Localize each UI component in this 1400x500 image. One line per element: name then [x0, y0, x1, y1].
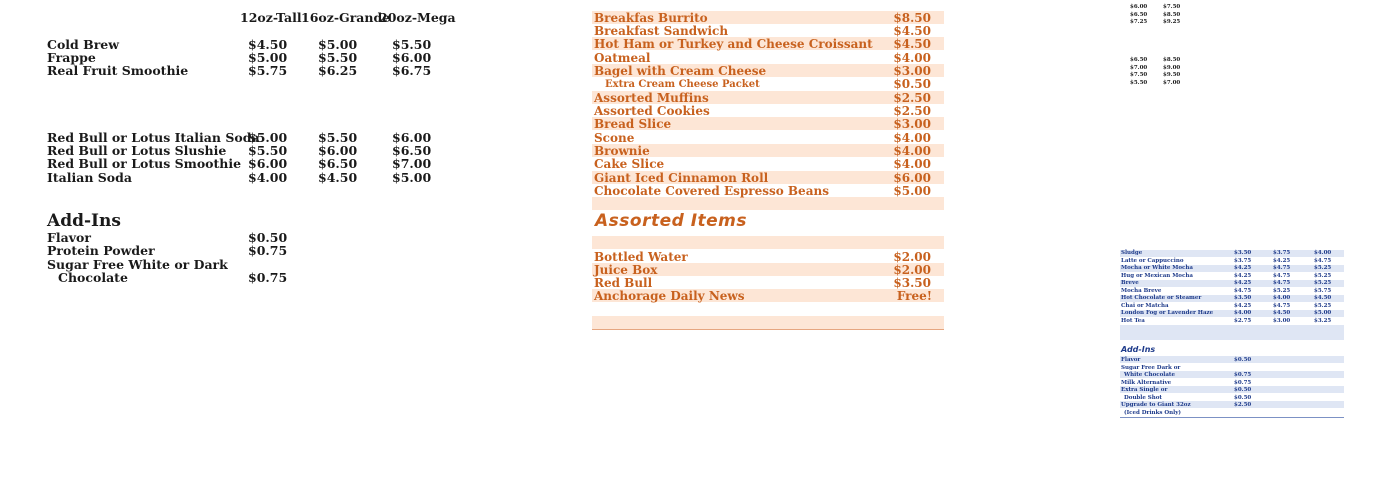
food-item-name: Assorted Muffins [594, 91, 709, 105]
drink-price: $5.25 [1314, 265, 1332, 271]
menu-item-price: $5.50 [392, 37, 432, 52]
addin-name: Flavor [1121, 357, 1141, 363]
addin-price: $0.50 [1234, 387, 1252, 393]
drink-price: $3.50 [1234, 295, 1252, 301]
addin-name: Milk Alternative [1121, 379, 1172, 386]
drink-name: Chai or Matcha [1121, 302, 1169, 309]
menu-item-price: $5.75 [248, 63, 288, 78]
food-item-name: Assorted Cookies [594, 104, 710, 118]
drink-name: Sludge [1121, 250, 1143, 256]
drink-name: London Fog or Lavender Haze [1121, 310, 1214, 316]
menu-item-price: $5.50 [318, 130, 358, 145]
food-item-price: $4.50 [893, 37, 931, 51]
food-item-price: $4.00 [893, 51, 931, 65]
drink-price: $3.75 [1273, 250, 1291, 256]
price-cell: $7.00 [1130, 64, 1148, 71]
food-item-name: Breakfast Sandwich [594, 24, 729, 38]
assorted-item-price: Free! [896, 289, 932, 303]
menu-item-price: $4.50 [318, 170, 358, 185]
addin-name: Chocolate [58, 270, 128, 285]
addin-price: $0.75 [248, 243, 288, 258]
assorted-item-name: Red Bull [594, 276, 653, 290]
food-item-name: Bread Slice [594, 117, 672, 131]
food-item-price: $3.00 [893, 117, 931, 131]
addin-price: $2.50 [1234, 402, 1252, 408]
food-item-price: $4.00 [893, 157, 931, 171]
price-cell: $6.00 [1130, 4, 1148, 10]
price-cell: $7.00 [1163, 79, 1181, 86]
food-item-price: $4.00 [893, 144, 931, 158]
row-stripe [1120, 280, 1344, 287]
addin-name: Flavor [47, 230, 91, 245]
food-item-name: Giant Iced Cinnamon Roll [594, 171, 769, 185]
menu-item-price: $5.00 [392, 170, 432, 185]
size-header-tall: 12oz-Tall [240, 10, 302, 25]
food-item-price: $8.50 [893, 11, 931, 25]
drink-price: $4.25 [1273, 257, 1291, 264]
menu-item-price: $5.50 [318, 50, 358, 65]
menu-item-name: Italian Soda [47, 170, 132, 185]
drink-price: $4.50 [1314, 295, 1332, 301]
addin-name: Sugar Free Dark or [1121, 364, 1181, 371]
addins-title-small: Add-Ins [1121, 345, 1156, 354]
menu-item-name: Red Bull or Lotus Italian Soda [47, 130, 260, 145]
assorted-item-name: Juice Box [594, 263, 658, 277]
menu-item-name: Red Bull or Lotus Smoothie [47, 156, 242, 171]
drink-price: $4.75 [1273, 302, 1291, 309]
drink-price: $5.25 [1314, 302, 1332, 309]
food-item-name: Cake Slice [594, 157, 665, 171]
size-header-mega: 20oz-Mega [379, 10, 456, 25]
menu-item-price: $6.75 [392, 63, 432, 78]
drink-price: $3.75 [1234, 257, 1252, 264]
row-stripe [592, 197, 944, 210]
food-item-name: Hot Ham or Turkey and Cheese Croissant [594, 37, 873, 51]
drink-price: $4.50 [1273, 310, 1291, 316]
menu-item-price: $7.00 [392, 156, 432, 171]
price-cell: $5.50 [1130, 79, 1148, 86]
food-item-price: $4.00 [893, 131, 931, 145]
drink-price: $4.25 [1234, 265, 1252, 271]
food-item-name: Bagel with Cream Cheese [594, 64, 767, 78]
food-item-price: $2.50 [893, 91, 931, 105]
drink-price: $5.00 [1314, 310, 1332, 316]
menu-item-name: Cold Brew [47, 37, 119, 52]
row-stripe [592, 316, 944, 329]
food-item-name: Extra Cream Cheese Packet [605, 79, 760, 90]
addin-price: $0.50 [248, 230, 288, 245]
menu-item-price: $6.00 [248, 156, 288, 171]
blank-band [1120, 325, 1344, 340]
addins-title: Add-Ins [47, 211, 121, 231]
drink-price: $4.75 [1273, 280, 1291, 286]
food-item-name: Oatmeal [594, 51, 651, 65]
addin-price: $0.75 [1234, 372, 1252, 378]
drink-name: Hot Tea [1121, 317, 1145, 324]
addin-name: Upgrade to Giant 32oz [1121, 402, 1191, 408]
food-item-name: Brownie [594, 144, 650, 158]
food-item-price: $0.50 [893, 77, 931, 91]
food-item-price: $6.00 [893, 171, 931, 185]
row-stripe [1120, 250, 1344, 257]
food-item-name: Breakfas Burrito [594, 11, 708, 25]
drink-name: Hot Chocolate or Steamer [1121, 295, 1202, 301]
menu-item-price: $5.00 [248, 130, 288, 145]
menu-item-name: Real Fruit Smoothie [47, 63, 189, 78]
assorted-item-name: Anchorage Daily News [594, 289, 745, 303]
addin-name: Sugar Free White or Dark [47, 257, 228, 272]
menu-item-price: $6.50 [392, 143, 432, 158]
drink-price: $5.25 [1314, 280, 1332, 286]
menu-item-price: $6.00 [392, 130, 432, 145]
menu-item-price: $4.00 [248, 170, 288, 185]
menu-item-price: $5.50 [248, 143, 288, 158]
menu-item-price: $6.00 [392, 50, 432, 65]
assorted-item-price: $2.00 [893, 263, 931, 277]
drink-name: Latte or Cappuccino [1121, 257, 1184, 264]
drink-price: $4.25 [1234, 272, 1252, 279]
menu-item-name: Frappe [47, 50, 96, 65]
price-cell: $6.50 [1130, 57, 1148, 63]
drink-price: $5.75 [1314, 287, 1332, 294]
bottom-rule [592, 329, 944, 330]
addin-name: Double Shot [1124, 394, 1162, 401]
drink-price: $2.75 [1234, 317, 1252, 324]
row-stripe [1120, 356, 1344, 363]
menu-item-price: $6.00 [318, 143, 358, 158]
addin-price: $0.75 [248, 270, 288, 285]
price-cell: $6.50 [1130, 11, 1148, 18]
food-item-price: $5.00 [893, 184, 931, 198]
addin-name: White Chocolate [1124, 372, 1175, 378]
addin-name: Extra Single or [1121, 387, 1168, 393]
drink-name: Hug or Mexican Mocha [1121, 272, 1193, 279]
drink-price: $4.25 [1234, 280, 1252, 286]
drink-price: $4.75 [1273, 265, 1291, 271]
price-cell: $7.25 [1130, 19, 1148, 25]
drink-price: $3.00 [1273, 317, 1291, 324]
price-cell: $8.50 [1163, 57, 1181, 63]
drink-price: $4.00 [1314, 250, 1332, 256]
price-cell: $7.50 [1163, 4, 1181, 10]
addin-price: $0.50 [1234, 357, 1252, 363]
food-item-price: $3.00 [893, 64, 931, 78]
drink-price: $5.25 [1314, 272, 1332, 279]
drink-price: $3.50 [1234, 250, 1252, 256]
drink-price: $4.00 [1273, 295, 1291, 301]
food-item-price: $2.50 [893, 104, 931, 118]
food-item-name: Scone [594, 131, 635, 145]
drink-name: Breve [1121, 280, 1139, 286]
assorted-item-name: Bottled Water [594, 250, 688, 264]
assorted-item-price: $2.00 [893, 250, 931, 264]
bottom-rule [1120, 417, 1344, 418]
menu-item-name: Red Bull or Lotus Slushie [47, 143, 227, 158]
price-cell: $8.50 [1163, 11, 1181, 18]
assorted-items-title: Assorted Items [595, 211, 748, 231]
assorted-item-price: $3.50 [893, 276, 931, 290]
drink-name: Mocha Breve [1121, 287, 1162, 294]
menu-item-price: $6.25 [318, 63, 358, 78]
row-stripe [592, 236, 944, 249]
drink-name: Mocha or White Mocha [1121, 265, 1193, 271]
menu-item-price: $6.50 [318, 156, 358, 171]
menu-item-price: $5.00 [248, 50, 288, 65]
size-header-grande: 16oz-Grande [301, 10, 391, 25]
drink-price: $3.25 [1314, 317, 1332, 324]
price-cell: $9.00 [1163, 64, 1181, 71]
drink-price: $4.75 [1273, 272, 1291, 279]
menu-item-price: $5.00 [318, 37, 358, 52]
drink-price: $4.75 [1314, 257, 1332, 264]
food-item-name: Chocolate Covered Espresso Beans [594, 184, 829, 198]
price-cell: $9.25 [1163, 19, 1181, 25]
drink-price: $4.75 [1234, 287, 1252, 294]
drink-price: $5.25 [1273, 287, 1291, 294]
addin-price: $0.50 [1234, 394, 1252, 401]
addin-name: Protein Powder [47, 243, 155, 258]
food-item-price: $4.50 [893, 24, 931, 38]
addin-price: $0.75 [1234, 379, 1252, 386]
drink-price: $4.25 [1234, 302, 1252, 309]
menu-item-price: $4.50 [248, 37, 288, 52]
price-cell: $9.50 [1163, 72, 1181, 78]
drink-price: $4.00 [1234, 310, 1252, 316]
price-cell: $7.50 [1130, 72, 1148, 78]
addin-name: (Iced Drinks Only) [1124, 409, 1182, 416]
